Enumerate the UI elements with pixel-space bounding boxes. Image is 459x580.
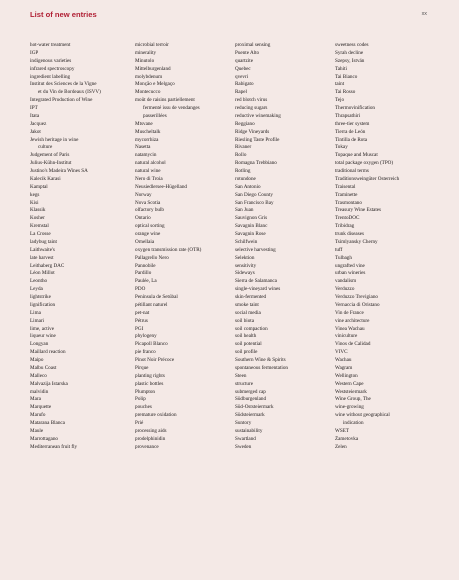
entry-item: Tai Bianco: [335, 73, 358, 80]
entry-item: Tsimlyansky Cherny: [335, 238, 378, 245]
entry-item: Marquette: [30, 404, 52, 411]
entry-item: soil health: [235, 333, 257, 340]
entry-item: Paulée, La: [135, 278, 157, 285]
entry-item: Ontario: [135, 215, 151, 222]
entry-item: optical sorting: [135, 223, 165, 230]
entry-item: Steen: [235, 372, 247, 379]
entry-item: Pétrus: [135, 317, 148, 324]
entry-item: Zelen: [335, 443, 347, 450]
entry-item: Laithwaite's: [30, 246, 55, 253]
entry-item: Südburgenland: [235, 396, 267, 403]
entry-item: Ridge Vineyards: [235, 128, 270, 135]
entry-item: wine-growing: [335, 404, 364, 411]
entry-item: fermenté issu de vendanges: [143, 105, 200, 111]
entry-item: VIVC: [335, 349, 348, 356]
entry-item: Julius-Kühn-Institut: [30, 160, 72, 167]
entry-item: Léon Millot: [30, 270, 55, 277]
entry-item: pouches: [135, 404, 152, 411]
entry-item: Savagnin Blanc: [235, 223, 268, 230]
entry-item: Justino's Madeira Wines SA: [30, 168, 88, 174]
entry-item: viniculture: [335, 333, 358, 340]
entry-item: Mittelburgenland: [135, 65, 171, 72]
entry-item: Schilfwein: [235, 238, 258, 245]
entry-item: qvevri: [235, 73, 249, 80]
entry-item: Southern Wine & Spirits: [235, 357, 286, 363]
entry-item: Wellington: [335, 372, 358, 379]
entry-item: Malvazija Istarska: [30, 380, 68, 387]
entry-item: Kremstal: [30, 223, 49, 230]
entry-item: San Diego County: [235, 191, 273, 198]
entry-item: Leyda: [30, 286, 43, 293]
entry-item: Vernaccia di Oristano: [335, 301, 380, 308]
entry-item: malvidin: [30, 388, 49, 395]
entry-item: proximal sensing: [235, 42, 271, 48]
entries-column-3: [235, 42, 337, 452]
entry-item: Marufo: [30, 412, 46, 419]
entry-item: Reggiano: [235, 120, 255, 127]
entries-column-4: [335, 42, 440, 452]
entry-item: molybdenum: [135, 73, 163, 80]
entry-item: San Francisco Bay: [235, 199, 274, 206]
entry-item: soil potential: [235, 341, 262, 348]
entry-item: San Antonio: [235, 183, 261, 190]
entry-item: Pardillo: [135, 270, 152, 277]
entry-item: IPT: [30, 105, 38, 111]
entry-item: prodelphinidin: [135, 435, 166, 442]
entry-item: Verduzzo: [335, 286, 355, 293]
entry-item: PGI: [135, 325, 144, 332]
entry-item: processing aids: [135, 427, 167, 434]
page-title: List of new entries: [30, 10, 97, 19]
entry-item: smoke taint: [235, 301, 259, 308]
entry-item: Norway: [135, 191, 152, 198]
entry-item: Jakot: [30, 128, 41, 135]
entries-column-1: [30, 42, 135, 452]
entry-item: Traminette: [335, 191, 358, 198]
entry-item: plastic bottles: [135, 380, 164, 387]
entry-item: Matarana Blanca: [30, 420, 65, 426]
entry-item: Kalecik Karasi: [30, 175, 61, 182]
entry-item: Süd-Oststeiermark: [235, 404, 274, 411]
entry-item: rotundone: [235, 175, 256, 182]
entry-item: Picapoll Blanco: [135, 341, 168, 348]
entry-item: Pinot Noir Précoce: [135, 357, 175, 363]
entry-item: three-tier system: [335, 120, 370, 127]
entry-item: Sierra de Salamanca: [235, 278, 277, 285]
entry-item: trunk diseases: [335, 231, 364, 237]
entry-item: Tulbagh: [335, 254, 352, 261]
entry-item: Kamptal: [30, 183, 48, 190]
entry-item: Maipo: [30, 357, 44, 363]
entry-item: ungrafted vine: [335, 262, 365, 269]
entries-column-2: [135, 42, 240, 452]
entry-item: Treasury Wine Estates: [335, 207, 382, 214]
entry-item: Muscheltalk: [135, 128, 161, 135]
entry-item: provenance: [135, 443, 159, 450]
entry-item: Žametovka: [335, 435, 359, 442]
entry-item: Tierra de León: [335, 128, 366, 135]
entry-item: Tahiti: [335, 65, 347, 72]
entry-item: social media: [235, 309, 261, 316]
entry-item: Riesling Taste Profile: [235, 136, 280, 143]
entry-item: natamycin: [135, 152, 157, 159]
entry-item: moût de raisins partiellement: [135, 97, 195, 104]
entry-item: Mtsvane: [135, 120, 153, 127]
entry-item: Jacquez: [30, 120, 47, 127]
entry-item: Leithaberg DAC: [30, 262, 65, 269]
entry-item: Swartland: [235, 435, 256, 442]
entry-item: Mediterranean fruit fly: [30, 443, 78, 450]
entry-item: lightstrike: [30, 294, 51, 300]
entry-item: reducing sugars: [235, 105, 268, 111]
entry-item: taint: [335, 81, 345, 88]
entry-item: Marrottagano: [30, 435, 58, 442]
entry-item: sensitivity: [235, 262, 257, 269]
entry-item: culture: [38, 144, 53, 151]
entry-item: Malbu Coast: [30, 364, 57, 371]
entry-item: Tejo: [335, 97, 345, 104]
entry-item: Szepsy, István: [335, 57, 365, 64]
entry-item: Nero di Troia: [135, 175, 163, 182]
entry-item: Weststeiermark: [335, 388, 367, 395]
entry-item: Romagna Trebbiano: [235, 160, 277, 167]
entry-item: Topaque and Muscat: [335, 152, 378, 159]
entry-item: skin-fermented: [235, 294, 267, 300]
entry-item: Leontho: [30, 278, 48, 285]
entry-item: Selektion: [235, 254, 255, 261]
entry-item: red blotch virus: [235, 97, 268, 104]
entry-item: pétillant naturel: [135, 301, 168, 308]
entry-item: Tintilla de Rota: [335, 136, 368, 143]
entry-item: spontaneous fermentation: [235, 364, 288, 371]
entry-item: WSET: [335, 427, 349, 434]
entry-item: Minutolo: [135, 57, 155, 64]
entry-item: Nasetta: [135, 144, 151, 151]
entry-item: structure: [235, 380, 253, 387]
entry-item: Monção e Melgaço: [135, 81, 175, 88]
entry-item: tuff: [335, 246, 343, 253]
entry-item: Malleco: [30, 372, 47, 379]
entry-item: PDO: [135, 286, 146, 293]
entry-item: wine without geographical: [335, 412, 390, 419]
entry-item: orange wine: [135, 231, 161, 237]
entry-item: Rotling: [235, 168, 251, 174]
entry-item: hot-water treatment: [30, 42, 71, 48]
entry-item: indication: [343, 420, 364, 426]
entry-item: Neusiedlersee-Hügelland: [135, 183, 187, 190]
entry-item: La Crosse: [30, 231, 51, 237]
entry-item: vine architecture: [335, 317, 370, 324]
entry-item: pie franco: [135, 349, 156, 356]
entry-item: Traisental: [335, 183, 356, 190]
entry-item: Vinea Wachau: [335, 325, 365, 332]
entry-item: Savagnin Rose: [235, 231, 266, 237]
entry-item: Plumpton: [135, 388, 155, 395]
entry-item: reductive winemaking: [235, 112, 281, 119]
entry-item: vandalism: [335, 278, 357, 285]
page-number: xx: [421, 11, 427, 17]
entry-item: Suntory: [235, 420, 252, 426]
entry-item: IGP: [30, 49, 39, 56]
entry-item: Polip: [135, 396, 146, 403]
entry-item: selective harvesting: [235, 246, 276, 253]
entry-item: Pirque: [135, 364, 149, 371]
entry-item: Jewish heritage in wine: [30, 136, 79, 143]
entry-item: Sauvignon Gris: [235, 215, 268, 222]
entry-item: Limari: [30, 317, 44, 324]
entry-item: Montecucco: [135, 89, 161, 96]
entry-item: Lima: [30, 309, 41, 316]
entry-item: microbial terroir: [135, 42, 169, 48]
entry-item: Itata: [30, 112, 40, 119]
entry-item: indigenous varieties: [30, 57, 72, 64]
entry-item: Longyan: [30, 341, 49, 348]
entry-item: premature oxidation: [135, 412, 177, 419]
entry-item: submerged cap: [235, 388, 266, 395]
entry-item: Ornellaia: [135, 238, 155, 245]
entry-item: total package oxygen (TPO): [335, 160, 394, 167]
entry-item: phylogeny: [135, 333, 157, 340]
entry-item: natural alcohol: [135, 160, 166, 167]
entry-item: Vin de France: [335, 309, 364, 316]
entry-item: Wachau: [335, 357, 352, 363]
entry-item: lime, active: [30, 325, 54, 332]
entry-item: oxygen transmission rate (OTR): [135, 246, 202, 253]
entry-item: Trasmontano: [335, 199, 362, 206]
entry-item: soil profile: [235, 349, 258, 356]
entry-item: Pannobile: [135, 262, 156, 269]
entry-item: Integrated Production of Wine: [30, 97, 93, 104]
entry-item: single-vineyard wines: [235, 286, 281, 293]
entry-item: ingredient labelling: [30, 73, 71, 80]
entry-item: passerillées: [143, 112, 167, 119]
entry-item: liqueur wine: [30, 333, 56, 340]
entry-item: Quebec: [235, 65, 251, 72]
entry-item: Sideways: [235, 270, 255, 277]
entry-item: Verduzzo Trevigiano: [335, 294, 378, 300]
entry-item: minerality: [135, 49, 157, 56]
entry-item: sweetness codes: [335, 42, 369, 48]
entry-item: natural wine: [135, 168, 161, 174]
entry-item: olfactory bulb: [135, 207, 164, 214]
entry-item: ladybug taint: [30, 238, 57, 245]
entries-columns: [30, 42, 440, 567]
entry-item: Península de Setúbal: [135, 294, 178, 300]
entry-item: mycorrhiza: [135, 136, 159, 143]
entry-item: Südsteiermark: [235, 412, 265, 419]
entry-item: Maule: [30, 427, 44, 434]
entry-item: infrared spectroscopy: [30, 65, 75, 72]
entry-item: traditional terms: [335, 168, 369, 174]
entry-item: Institut des Sciences de la Vigne: [30, 81, 97, 88]
entry-item: Prié: [135, 420, 144, 426]
entry-item: Wagram: [335, 364, 353, 371]
entry-item: urban wineries: [335, 270, 366, 277]
entry-item: Puente Alto: [235, 49, 260, 56]
entry-item: San Juan: [235, 207, 254, 214]
entry-item: Vinos de Calidad: [335, 341, 371, 348]
entry-item: Thermovinification: [335, 105, 375, 111]
entry-item: Tribidrag: [335, 223, 355, 230]
entry-item: quartzite: [235, 57, 253, 64]
entry-item: Thrapsathiri: [335, 112, 361, 119]
entry-item: Rollo: [235, 152, 247, 159]
entry-item: soil biota: [235, 317, 254, 324]
entry-item: Kosher: [30, 215, 45, 222]
entry-item: sustainability: [235, 427, 263, 434]
entry-item: Nova Scotia: [135, 199, 161, 206]
entry-item: late harvest: [30, 254, 54, 261]
entry-item: Traditionsweingüter Österreich: [335, 175, 400, 182]
entry-item: pet-nat: [135, 309, 150, 316]
entry-item: Pallagrello Nero: [135, 254, 169, 261]
entry-item: soil compaction: [235, 325, 268, 332]
entry-item: Western Cape: [335, 380, 364, 387]
entry-item: Maillard reaction: [30, 349, 66, 356]
entry-item: Klassik: [30, 207, 46, 214]
entry-item: Rabigato: [235, 81, 254, 88]
entry-item: Wine Group, The: [335, 396, 371, 403]
entry-item: Kisi: [30, 199, 39, 206]
entry-item: lignification: [30, 301, 56, 308]
entry-item: Tokay: [335, 144, 348, 151]
entry-item: kegs: [30, 191, 40, 198]
entry-item: Sweden: [235, 443, 252, 450]
entry-item: planting rights: [135, 372, 165, 379]
entry-item: TrentoDOC: [335, 215, 360, 222]
entry-item: Tai Rosso: [335, 89, 356, 96]
entry-item: Mara: [30, 396, 41, 403]
entry-item: Rivaner: [235, 144, 252, 151]
entry-item: et du Vin de Bordeaux (ISVV): [38, 89, 101, 96]
entry-item: Rapel: [235, 89, 247, 96]
entry-item: Syrah decline: [335, 49, 364, 56]
entry-item: Judgement of Paris: [30, 152, 70, 159]
